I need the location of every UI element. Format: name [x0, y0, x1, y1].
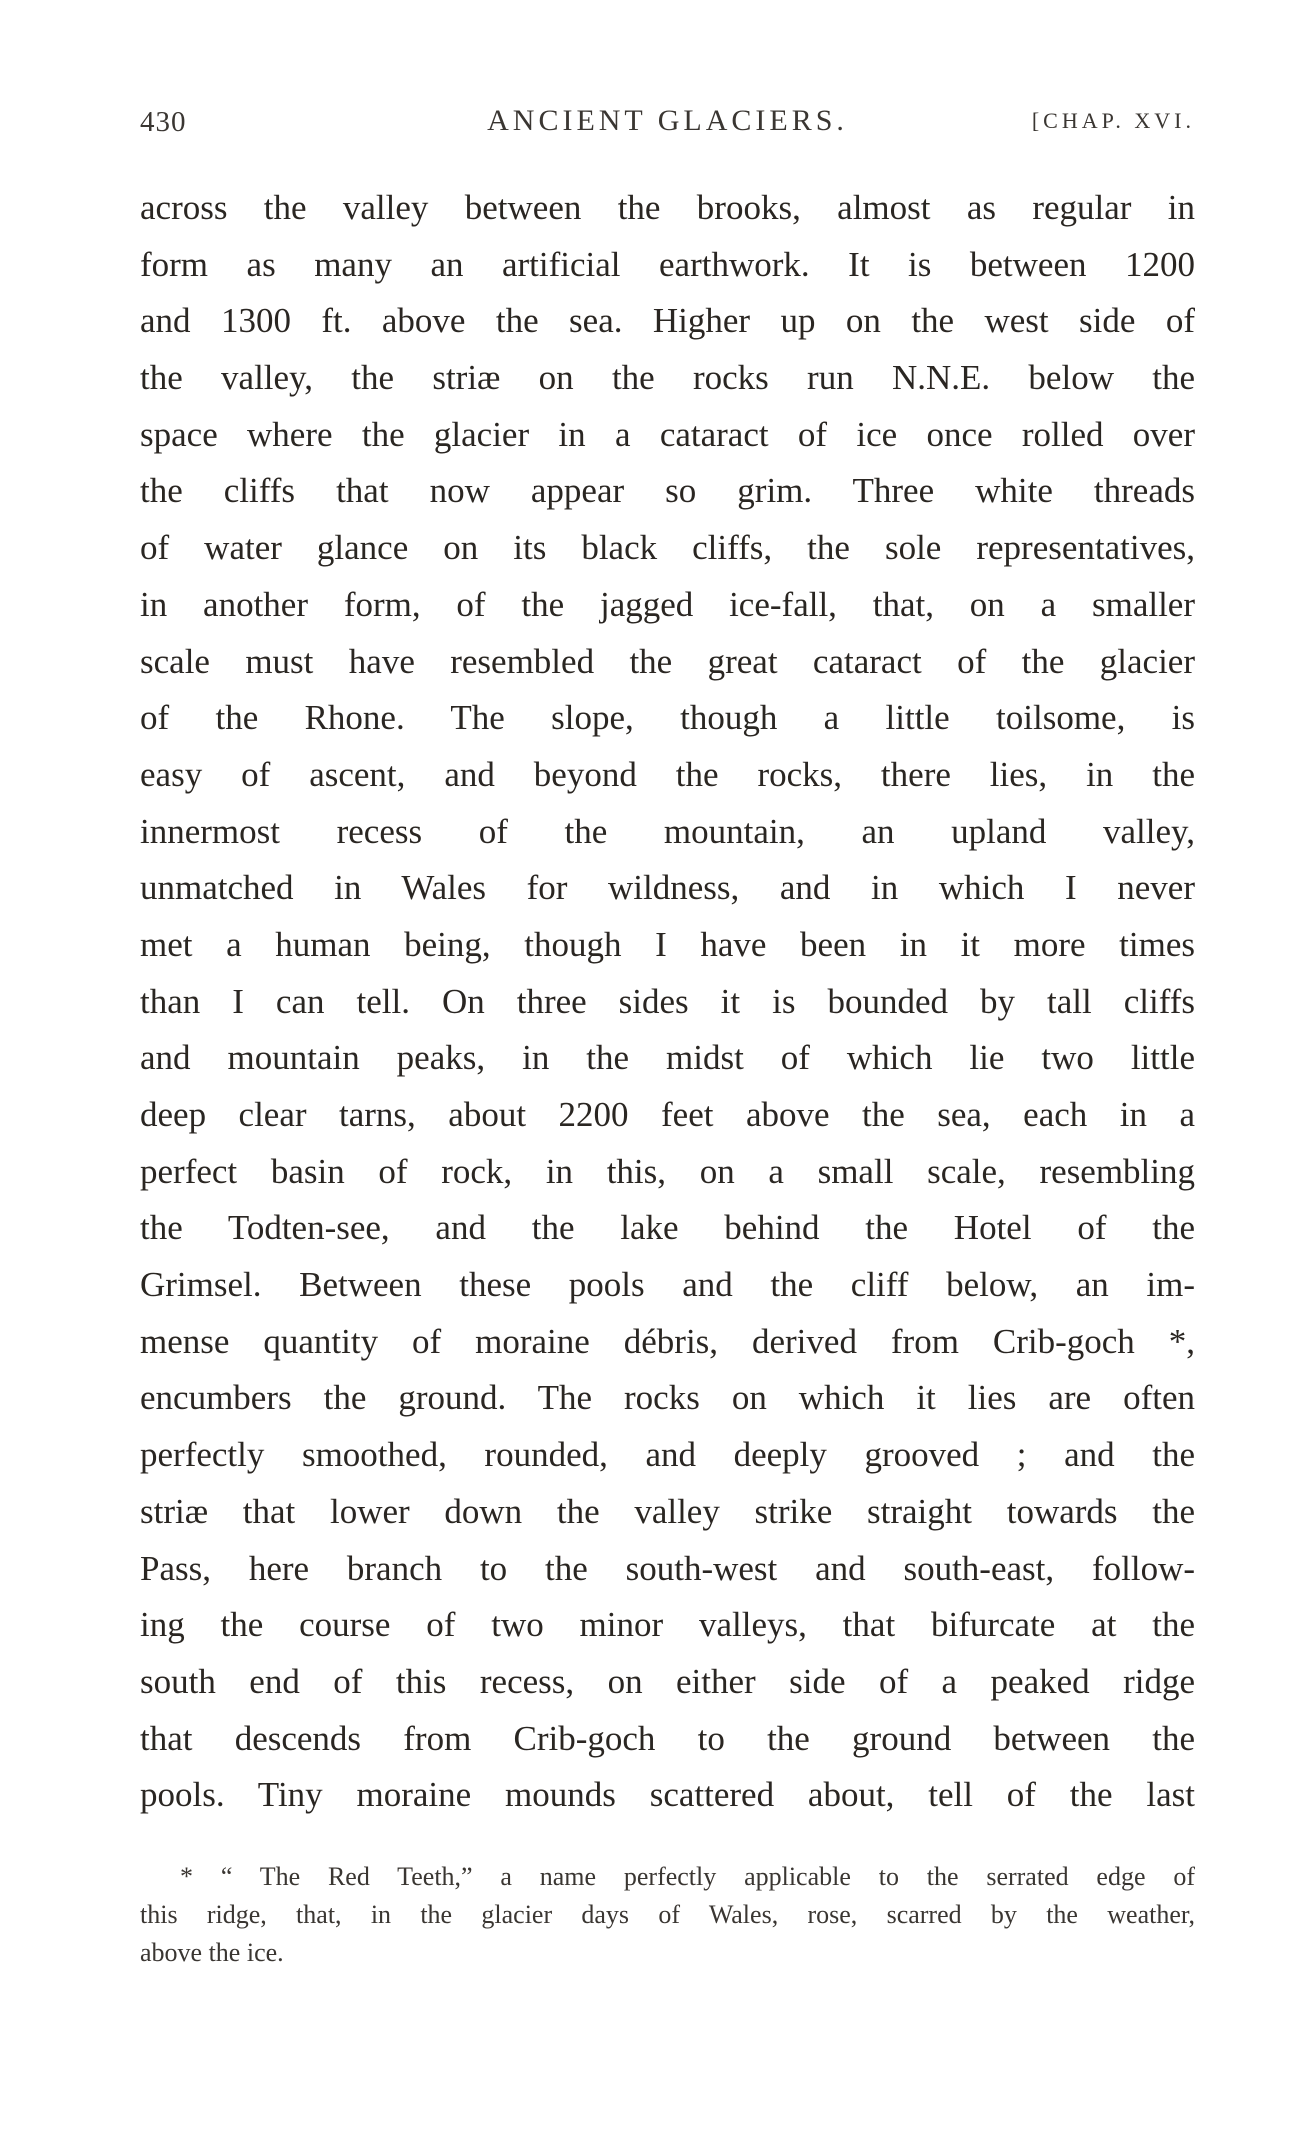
text-line: the cliffs that now appear so grim. Three white threads — [140, 471, 1195, 511]
footnote — [140, 1858, 1195, 1972]
body-text — [140, 180, 1195, 1824]
text-line: scale must have resembled the great cataract of the glacier — [140, 641, 1195, 681]
footnote-line: above the ice. — [140, 1938, 284, 1967]
text-line: south end of this recess, on either side of a peaked ridge — [140, 1661, 1195, 1701]
text-line: and mountain peaks, in the midst of which lie two little — [140, 1038, 1195, 1078]
running-head — [140, 100, 1195, 140]
text-line: of the Rhone. The slope, though a little toilsome, is — [140, 698, 1195, 738]
text-line: in another form, of the jagged ice-fall, that, on a smaller — [140, 584, 1195, 624]
footnote-line: this ridge, that, in the glacier days of Wales, rose, scarred by the weather, — [140, 1900, 1195, 1929]
text-line: deep clear tarns, about 2200 feet above the sea, each in a — [140, 1095, 1195, 1134]
page-number: 430 — [140, 106, 187, 138]
text-line: across the valley between the brooks, almost as regular in — [140, 188, 1195, 227]
running-title: ANCIENT GLACIERS. — [487, 104, 848, 137]
text-line: form as many an artificial earthwork. It is between 1200 — [140, 244, 1195, 284]
text-line: Pass, here branch to the south-west and south-east, follow- — [140, 1548, 1195, 1588]
text-line: easy of ascent, and beyond the rocks, there lies, in the — [140, 754, 1195, 794]
text-line: mense quantity of moraine débris, derived from Crib-goch *, — [140, 1321, 1195, 1361]
text-line: that descends from Crib-goch to the ground between the — [140, 1718, 1195, 1758]
text-line: of water glance on its black cliffs, the sole representatives, — [140, 528, 1195, 568]
text-line: than I can tell. On three sides it is bounded by tall cliffs — [140, 981, 1195, 1021]
text-line: perfectly smoothed, rounded, and deeply grooved ; and the — [140, 1435, 1195, 1475]
text-line: perfect basin of rock, in this, on a small scale, resembling — [140, 1151, 1195, 1191]
text-line: encumbers the ground. The rocks on which it lies are often — [140, 1378, 1195, 1418]
text-line: striæ that lower down the valley strike straight towards the — [140, 1491, 1195, 1531]
text-line: pools. Tiny moraine mounds scattered about, tell of the last — [140, 1775, 1195, 1815]
text-line: unmatched in Wales for wildness, and in which I never — [140, 868, 1195, 908]
text-line: Grimsel. Between these pools and the cliff below, an im- — [140, 1265, 1195, 1305]
text-line: the valley, the striæ on the rocks run N.N.E. below the — [140, 358, 1195, 398]
chapter-reference: [CHAP. XVI. — [1031, 108, 1195, 133]
footnote-line: * “ The Red Teeth,” a name perfectly applicable to the serrated edge of — [180, 1862, 1195, 1891]
text-line: innermost recess of the mountain, an upland valley, — [140, 811, 1195, 851]
text-line: ing the course of two minor valleys, that bifurcate at the — [140, 1605, 1195, 1645]
text-line: the Todten-see, and the lake behind the Hotel of the — [140, 1208, 1195, 1248]
text-line: met a human being, though I have been in it more times — [140, 924, 1195, 964]
text-line: and 1300 ft. above the sea. Higher up on the west side of — [140, 301, 1195, 341]
text-line: space where the glacier in a cataract of ice once rolled over — [140, 414, 1195, 454]
